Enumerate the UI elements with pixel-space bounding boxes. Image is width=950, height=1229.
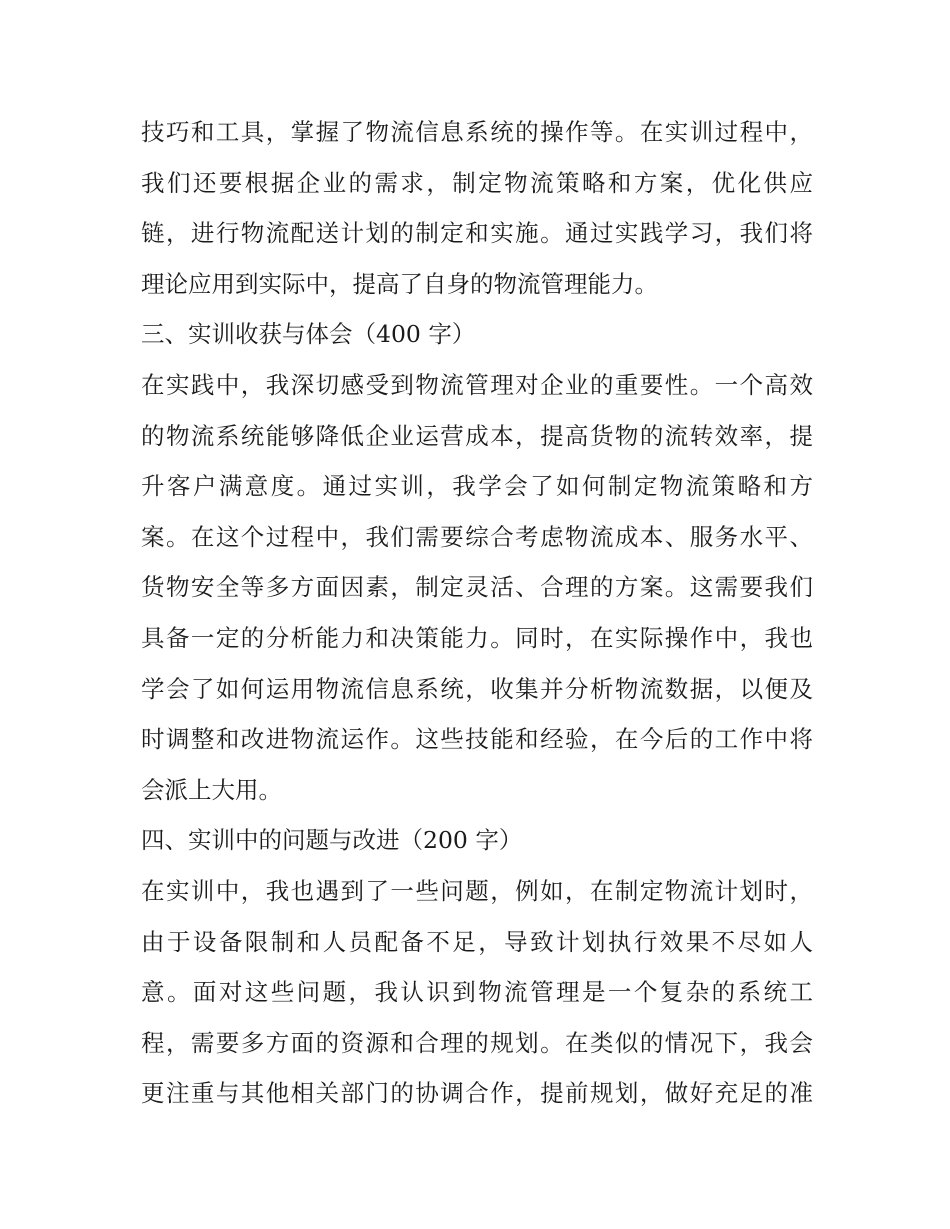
paragraph-line: 在实训中，我也遇到了一些问题，例如，在制定物流计划时，	[141, 876, 813, 905]
paragraph-line: 升客户满意度。通过实训，我学会了如何制定物流策略和方	[141, 472, 813, 501]
paragraph-line: 程，需要多方面的资源和合理的规划。在类似的情况下，我会	[141, 1028, 813, 1057]
paragraph-line: 学会了如何运用物流信息系统，收集并分析物流数据，以便及	[141, 674, 813, 703]
section-heading: 四、实训中的问题与改进（200 字）	[141, 826, 523, 855]
paragraph-line: 意。面对这些问题，我认识到物流管理是一个复杂的系统工	[141, 978, 813, 1007]
paragraph-line: 会派上大用。	[141, 775, 282, 804]
section-heading: 三、实训收获与体会（400 字）	[141, 320, 476, 349]
paragraph-line: 更注重与其他相关部门的协调合作，提前规划，做好充足的准	[141, 1079, 813, 1108]
paragraph-line: 在实践中，我深切感受到物流管理对企业的重要性。一个高效	[141, 370, 813, 399]
paragraph-line: 由于设备限制和人员配备不足，导致计划执行效果不尽如人	[141, 927, 813, 956]
paragraph-line: 链，进行物流配送计划的制定和实施。通过实践学习，我们将	[141, 219, 813, 248]
paragraph-line: 我们还要根据企业的需求，制定物流策略和方案，优化供应	[141, 168, 813, 197]
paragraph-line: 技巧和工具，掌握了物流信息系统的操作等。在实训过程中，	[141, 118, 813, 146]
paragraph-line: 具备一定的分析能力和决策能力。同时，在实际操作中，我也	[141, 623, 813, 652]
document-body	[141, 107, 813, 1119]
paragraph-line: 货物安全等多方面因素，制定灵活、合理的方案。这需要我们	[141, 573, 813, 602]
paragraph-line: 案。在这个过程中，我们需要综合考虑物流成本、服务水平、	[141, 522, 813, 551]
paragraph-line: 时调整和改进物流运作。这些技能和经验，在今后的工作中将	[141, 725, 813, 754]
paragraph-line: 理论应用到实际中，提高了自身的物流管理能力。	[141, 269, 658, 298]
paragraph-line: 的物流系统能够降低企业运营成本，提高货物的流转效率，提	[141, 421, 813, 450]
